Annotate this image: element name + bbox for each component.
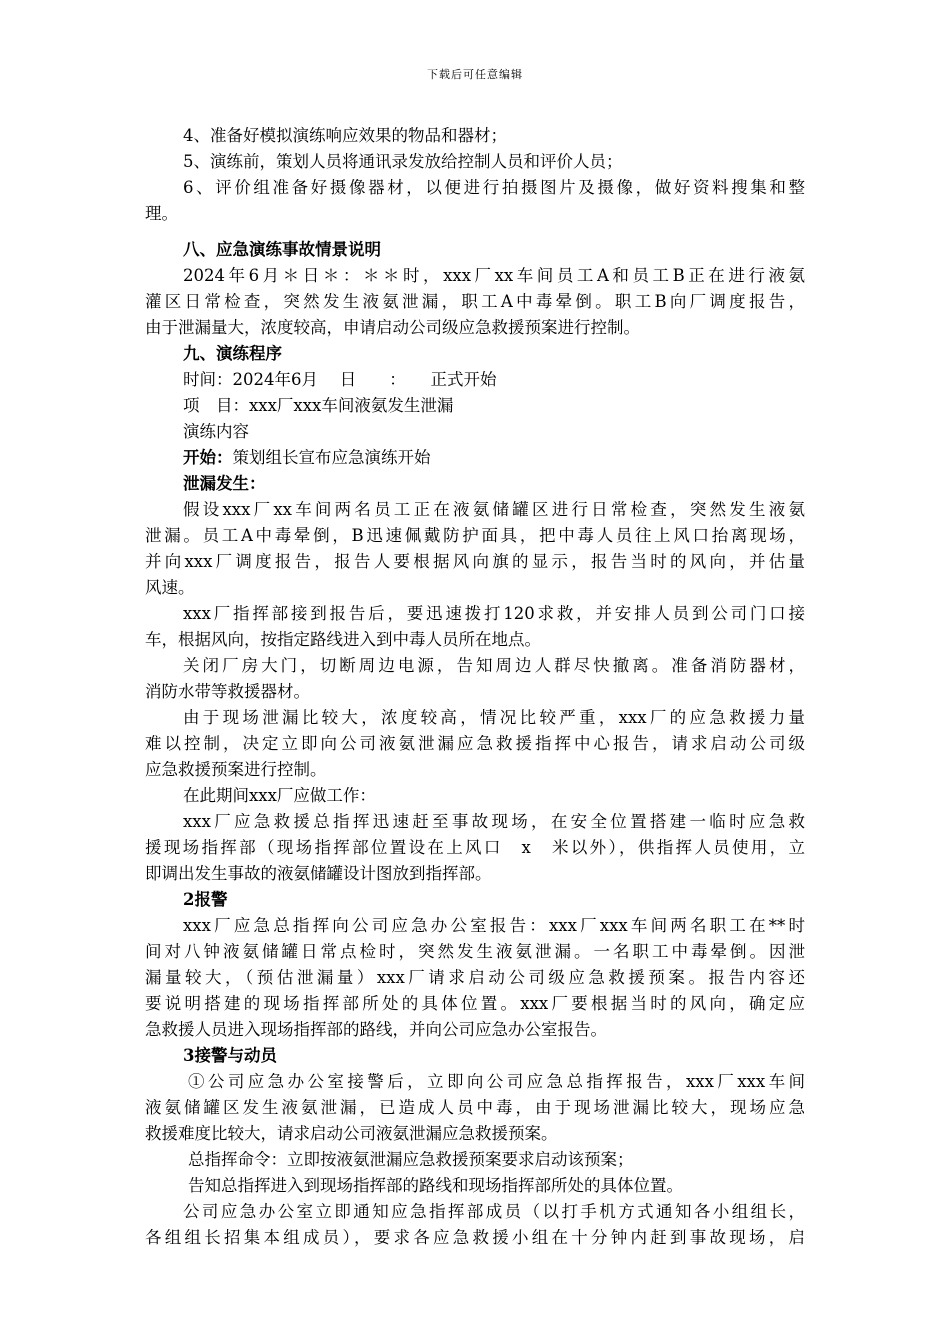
paragraph-line	[145, 445, 805, 471]
section-heading: 九、演练程序	[183, 344, 282, 363]
paragraph-line: 液氨储罐区发生液氨泄漏，已造成人员中毒，由于现场泄漏比较大，现场应急	[145, 1098, 805, 1117]
paragraph-line: 灌区日常检查，突然发生液氨泄漏，职工A中毒晕倒。职工B向厂调度报告，	[145, 292, 805, 311]
paragraph-line: xxx厂应急总指挥向公司应急办公室报告：xxx厂xxx车间两名职工在**时	[183, 916, 805, 935]
paragraph-line: xxx厂应急救援总指挥迅速赶至事故现场，在安全位置搭建一临时应急救	[183, 812, 805, 831]
paragraph-line: 在此期间xxx厂应做工作：	[183, 786, 376, 805]
paragraph-line: 总指挥命令：立即按液氨泄漏应急救援预案要求启动该预案；	[188, 1150, 634, 1169]
paragraph-line: 援现场指挥部（现场指挥部位置设在上风口 x 米以外），供指挥人员使用，立	[145, 838, 805, 857]
paragraph-line: 泄漏。员工A中毒晕倒，B迅速佩戴防护面具，把中毒人员往上风口抬离现场，	[145, 526, 805, 545]
paragraph-line: 关闭厂房大门，切断周边电源，告知周边人群尽快撤离。准备消防器材，	[183, 656, 805, 675]
paragraph-line: 救援难度比较大，请求启动公司液氨泄漏应急救援预案。	[145, 1124, 558, 1143]
list-item: 6、评价组准备好摄像器材，以便进行拍摄图片及摄像，做好资料搜集和整	[183, 178, 805, 197]
inline-heading: 开始：	[183, 448, 233, 467]
page-header: 下载后可任意编辑	[427, 68, 523, 81]
paragraph-line: 难以控制，决定立即向公司液氨泄漏应急救援指挥中心报告，请求启动公司级	[145, 734, 805, 753]
sub-heading: 3接警与动员	[183, 1046, 277, 1065]
paragraph-line: 理。	[145, 204, 178, 223]
paragraph-line: 由于泄漏量大，浓度较高，申请启动公司级应急救援预案进行控制。	[145, 318, 640, 337]
inline-text: 策划组长宣布应急演练开始	[232, 448, 431, 467]
document-body	[145, 123, 805, 1251]
paragraph-line: 告知总指挥进入到现场指挥部的路线和现场指挥部所处的具体位置。	[188, 1176, 683, 1195]
list-item: 4、准备好模拟演练响应效果的物品和器材；	[183, 126, 507, 145]
sub-heading: 2报警	[183, 890, 228, 909]
paragraph-line: 漏量较大，（预估泄漏量）xxx厂请求启动公司级应急救援预案。报告内容还	[145, 968, 805, 987]
paragraph-line: 假设xxx厂xx车间两名员工正在液氨储罐区进行日常检查，突然发生液氨	[183, 500, 805, 519]
paragraph-line: 时间：2024年6月 日 ： 正式开始	[183, 370, 497, 389]
spacer	[145, 227, 805, 237]
paragraph-line: 车，根据风向，按指定路线进入到中毒人员所在地点。	[145, 630, 541, 649]
paragraph-line: 2024年6月＊日＊：＊＊时，xxx厂xx车间员工A和员工B正在进行液氨	[183, 266, 805, 285]
paragraph-line: 演练内容	[183, 422, 249, 441]
paragraph-line: 各组组长招集本组成员），要求各应急救援小组在十分钟内赶到事故现场，启	[145, 1228, 805, 1247]
section-heading: 八、应急演练事故情景说明	[183, 240, 381, 259]
paragraph-line: ①公司应急办公室接警后，立即向公司应急总指挥报告，xxx厂xxx车间	[188, 1072, 805, 1091]
paragraph-line: 即调出发生事故的液氨储罐设计图放到指挥部。	[145, 864, 492, 883]
paragraph-line: 并向xxx厂调度报告，报告人要根据风向旗的显示，报告当时的风向，并估量	[145, 552, 805, 571]
list-item: 5、演练前，策划人员将通讯录发放给控制人员和评价人员；	[183, 152, 623, 171]
paragraph-line: 由于现场泄漏比较大，浓度较高，情况比较严重，xxx厂的应急救援力量	[183, 708, 805, 727]
sub-heading: 泄漏发生：	[183, 474, 266, 493]
paragraph-line: 公司应急办公室立即通知应急指挥部成员（以打手机方式通知各小组组长，	[183, 1202, 805, 1221]
paragraph-line: 项 目：xxx厂xxx车间液氨发生泄漏	[183, 396, 454, 415]
paragraph-line: xxx厂指挥部接到报告后，要迅速拨打120求救，并安排人员到公司门口接	[183, 604, 805, 623]
paragraph-line: 应急救援预案进行控制。	[145, 760, 327, 779]
paragraph-line: 间对八钟液氨储罐日常点检时，突然发生液氨泄漏。一名职工中毒晕倒。因泄	[145, 942, 805, 961]
paragraph-line: 急救援人员进入现场指挥部的路线，并向公司应急办公室报告。	[145, 1020, 607, 1039]
paragraph-line: 要说明搭建的现场指挥部所处的具体位置。xxx厂要根据当时的风向，确定应	[145, 994, 805, 1013]
paragraph-line: 消防水带等救援器材。	[145, 682, 310, 701]
paragraph-line: 风速。	[145, 578, 195, 597]
